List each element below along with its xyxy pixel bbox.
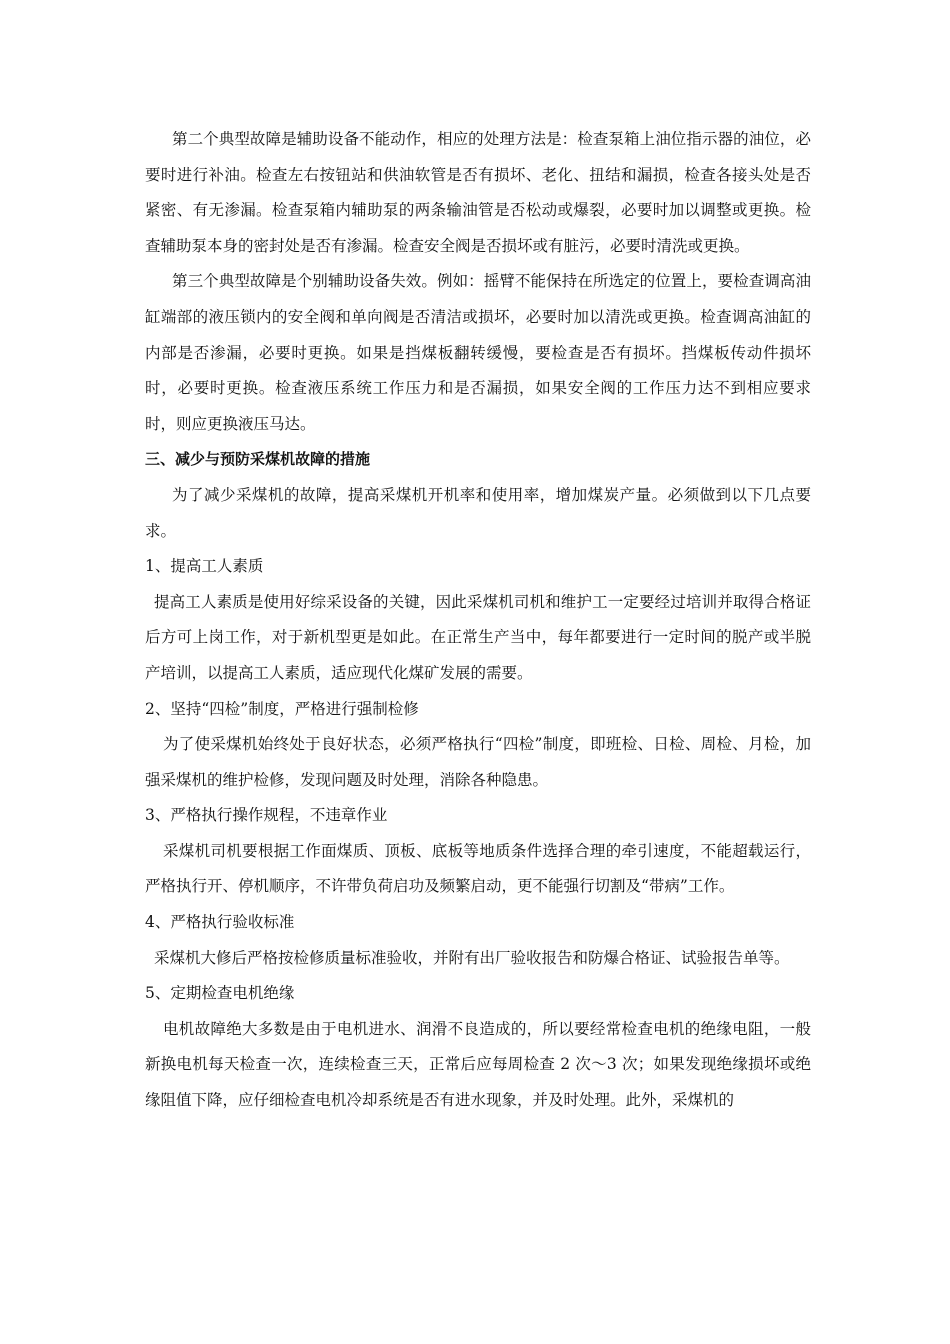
section-heading-prevention: 三、减少与预防采煤机故障的措施: [145, 450, 371, 469]
paragraph-fault-three: 第三个典型故障是个别辅助设备失效。例如：摇臂不能保持在所选定的位置上，要检查调高油缸端部的液压锁内的安全阀和单向阀是否清洁或损坏，必要时加以清洗或更换。检查调高油缸的内部是否渗漏，必要时更换。如果是挡煤板翻转缓慢，要检查是否有损坏。挡煤板传动件损坏时，必要时更换。检查液压系统工作压力和是否漏损，如果安全阀的工作压力达不到相应要求时，则应更换液压马达。: [145, 272, 811, 433]
document-body: [145, 122, 811, 1119]
item-text-4: 采煤机大修后严格按检修质量标准验收，并附有出厂验收报告和防爆合格证、试验报告单等。: [154, 948, 790, 967]
item-heading-5: 5、定期检查电机绝缘: [145, 984, 295, 1003]
item-heading-2: 2、坚持“四检”制度，严格进行强制检修: [145, 699, 419, 718]
item-text-3: 采煤机司机要根据工作面煤质、顶板、底板等地质条件选择合理的牵引速度，不能超载运行，严格执行开、停机顺序，不许带负荷启功及频繁启动，更不能强行切割及“带病”工作。: [145, 841, 811, 896]
item-heading-1: 1、提高工人素质: [145, 557, 264, 576]
paragraph-fault-two: 第二个典型故障是辅助设备不能动作，相应的处理方法是：检查泵箱上油位指示器的油位，必要时进行补油。检查左右按钮站和供油软管是否有损坏、老化、扭结和漏损，检查各接头处是否紧密、有无渗漏。检查泵箱内辅助泵的两条输油管是否松动或爆裂，必要时加以调整或更换。检查辅助泵本身的密封处是否有渗漏。检查安全阀是否损坏或有脏污，必要时清洗或更换。: [145, 130, 811, 255]
item-text-5: 电机故障绝大多数是由于电机进水、润滑不良造成的，所以要经常检查电机的绝缘电阻，一般新换电机每天检查一次，连续检查三天，正常后应每周检查 2 次～3 次；如果发现绝缘损坏或绝缘阻值下降，应仔细检查电机冷却系统是否有进水现象，并及时处理。此外，采煤机的: [145, 1019, 811, 1110]
item-heading-3: 3、严格执行操作规程，不违章作业: [145, 806, 388, 825]
item-heading-4: 4、严格执行验收标准: [145, 913, 295, 932]
paragraph-prevention-intro: 为了减少采煤机的故障，提高采煤机开机率和使用率，增加煤炭产量。必须做到以下几点要求。: [145, 485, 811, 540]
item-text-2: 为了使采煤机始终处于良好状态，必须严格执行“四检”制度，即班检、日检、周检、月检，加强采煤机的维护检修，发现问题及时处理，消除各种隐患。: [145, 735, 811, 789]
item-text-1: 提高工人素质是使用好综采设备的关键，因此采煤机司机和维护工一定要经过培训并取得合格证后方可上岗工作，对于新机型更是如此。在正常生产当中，每年都要进行一定时间的脱产或半脱产培训，以提高工人素质，适应现代化煤矿发展的需要。: [145, 592, 811, 682]
